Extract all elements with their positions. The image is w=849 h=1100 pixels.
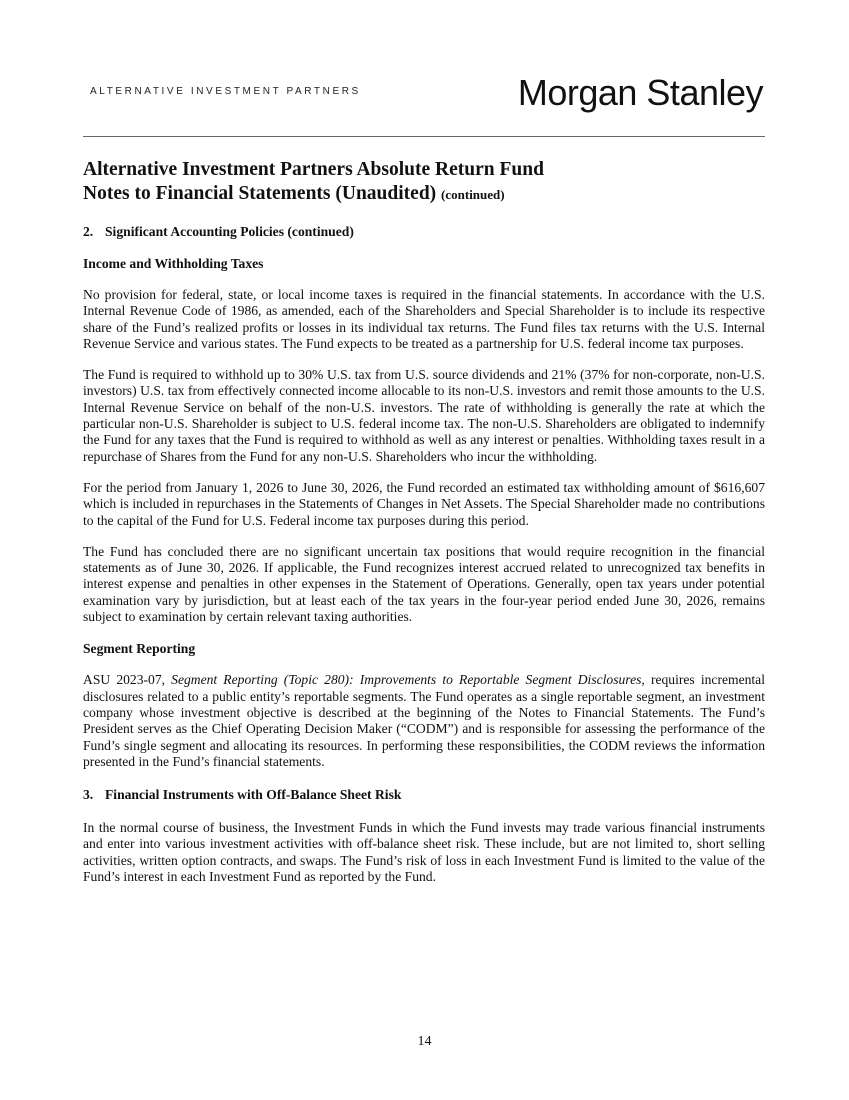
section-3-heading [83,787,765,803]
income-taxes-paragraph-3: For the period from January 1, 2026 to June 30, 2026, the Fund recorded an estimated tax withholding amount of $616,607 which is included in repurchases in the Statements of Changes in Net Assets. The Special Shareholder made no contributions to the capital of the Fund for U.S. Federal income tax purposes during this period. [83,479,765,528]
header-firm-label: ALTERNATIVE INVESTMENT PARTNERS [90,86,361,97]
segment-topic-title: Segment Reporting (Topic 280): Improvements to Reportable Segment Disclosures [171,672,642,688]
segment-reporting-heading: Segment Reporting [83,641,196,657]
income-taxes-heading: Income and Withholding Taxes [83,256,264,271]
segment-reporting-paragraph [83,672,765,770]
section-2-heading [83,224,765,240]
segment-asu-ref: ASU 2023-07, [83,672,172,688]
section-3-paragraph: In the normal course of business, the Investment Funds in which the Fund invests may trade various financial instruments and enter into various investment activities with off-balance sheet risk. These include, but are not limited to, short selling activities, written option contracts, and swaps. The Fund’s risk of loss in each Investment Fund is limited to the value of the Fund’s interest in each Investment Fund as reported by the Fund. [83,820,765,885]
page-number: 14 [417,1034,432,1049]
income-taxes-paragraph-1: No provision for federal, state, or local income taxes is required in the financial statements. In accordance with the U.S. Internal Revenue Code of 1986, as amended, each of the Shareholders and Special Shareholder is to include its respective share of the Fund’s realized profits or losses in its individual tax returns. The Fund files tax returns with the U.S. Internal Revenue Service and various states. The Fund expects to be treated as a partnership for U.S. federal income tax purposes. [83,287,765,351]
header-divider [83,136,765,137]
morgan-stanley-logo: Morgan Stanley [517,72,763,113]
section-2-number: 2. [83,224,94,239]
income-taxes-paragraph-2: The Fund is required to withhold up to 30% U.S. tax from U.S. source dividends and 21% (37% for non-corporate, non-U.S. investors) U.S. tax from effectively connected income allocable to its non-U.S. investors and remit those amounts to the U.S. Internal Revenue Service on behalf of the non-U.S. investors. The rate of withholding is generally the rate at which the particular non-U.S. Shareholder is subject to U.S. federal income tax. The non-U.S. Shareholders are obligated to indemnify the Fund for any taxes that the Fund is required to withhold as well as any interest or penalties. Withholding taxes result in a repurchase of Shares from the Fund for any non-U.S. Shareholders who incur the withholding. [83,367,765,464]
section-2-title: Significant Accounting Policies (continued) [105,224,354,239]
section-3-number: 3. [83,787,94,803]
document-title [83,158,765,207]
income-taxes-paragraph-4: The Fund has concluded there are no significant uncertain tax positions that would require recognition in the financial statements as of June 30, 2026. If applicable, the Fund recognizes interest accrued related to unrecognized tax benefits in interest expense and penalties in other expenses in the Statement of Operations. Generally, open tax years under potential examination vary by jurisdiction, but at least each of the tax years in the four-year period ended June 30, 2026, remains subject to examination by certain relevant taxing authorities. [83,543,765,625]
title-continued: (continued) [441,187,505,202]
title-line-1: Alternative Investment Partners Absolute Return Fund [83,159,544,180]
document-body [83,158,765,885]
segment-text: , requires incremental disclosures related to a public entity’s reportable segments. The Fund operates as a single reportable segment, an investment company whose investment objective is described at the beginning of the Notes to Financial Statements. The Fund’s President serves as the Chief Operating Decision Maker (“CODM”) and is responsible for assessing the performance of the Fund’s single segment and allocating its resources. In performing these responsibilities, the CODM reviews the information presented in the Fund’s financial statements. [83,672,765,769]
title-line-2: Notes to Financial Statements (Unaudited) [83,183,437,204]
section-3-title: Financial Instruments with Off-Balance Sheet Risk [105,787,402,803]
